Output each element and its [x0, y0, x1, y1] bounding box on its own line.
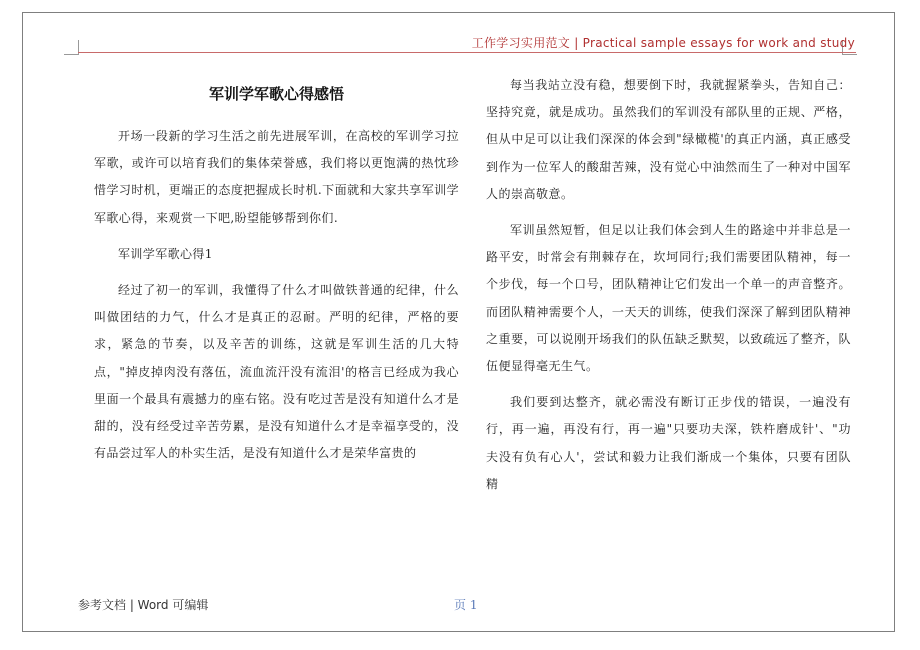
- footer-label: 参考文档 | Word 可编辑: [78, 598, 209, 612]
- header-rule: [78, 52, 856, 53]
- intro-paragraph: 开场一段新的学习生活之前先进展军训，在高校的军训学习拉军歌，或许可以培育我们的集体荣誉感，我们将以更饱满的热忱珍惜学习时机，更端正的态度把握成长时机.下面就和大家共享军训学军歌心得，来观赏一下吧,盼望能够帮到你们.: [94, 129, 459, 225]
- body-paragraph: 每当我站立没有稳，想要倒下时，我就握紧拳头，告知自己：坚持究竟，就是成功。虽然我们的军训没有部队里的正规、严格，但从中足可以让我们深深的体会到"绿橄榄'的真正内涵，真正感受到作为一位军人的酸甜苦辣，没有觉心中油然而生了一种对中国军人的崇高敬意。: [486, 78, 851, 201]
- crop-mark-top-left: [64, 40, 79, 55]
- section-heading: 军训学军歌心得1: [118, 246, 213, 261]
- right-column: [486, 72, 851, 507]
- page-header: 工作学习实用范文 | Practical sample essays for work and study: [471, 36, 855, 50]
- document-title: 军训学军歌心得感悟: [208, 85, 344, 103]
- body-paragraph: 经过了初一的军训，我懂得了什么才叫做铁普通的纪律，什么叫做团结的力气，什么才是真正的忍耐。严明的纪律，严格的要求，紧急的节奏，以及辛苦的训练，这就是军训生活的几大特点，"掉皮掉肉没有落伍，流血流汗没有流泪'的格言已经成为我心里面一个最具有震撼力的座右铭。没有吃过苦是没有知道什么才是甜的，没有经受过辛苦劳累，是没有知道什么才是幸福享受的，没有品尝过军人的朴实生活，是没有知道什么才是荣华富贵的: [94, 283, 459, 461]
- body-paragraph: 军训虽然短暂，但足以让我们体会到人生的路途中并非总是一路平安，时常会有荆棘存在，坎坷同行;我们需要团队精神，每一个步伐，每一个口号，团队精神让它们发出一个单一的声音整齐。而团队精神需要个人，一天天的训练，使我们深深了解到团队精神之重要，可以说刚开场我们的队伍缺乏默契，以致疏远了整齐，队伍便显得毫无生气。: [486, 223, 851, 374]
- body-paragraph: 我们要到达整齐，就必需没有断订正步伐的错误，一遍没有行，再一遍，再没有行，再一遍"只要功夫深，铁杵磨成针'、"功夫没有负有心人'，尝试和毅力让我们渐成一个集体，只要有团队精: [486, 395, 851, 491]
- page-number: 页 1: [454, 598, 478, 612]
- left-column: [94, 72, 459, 476]
